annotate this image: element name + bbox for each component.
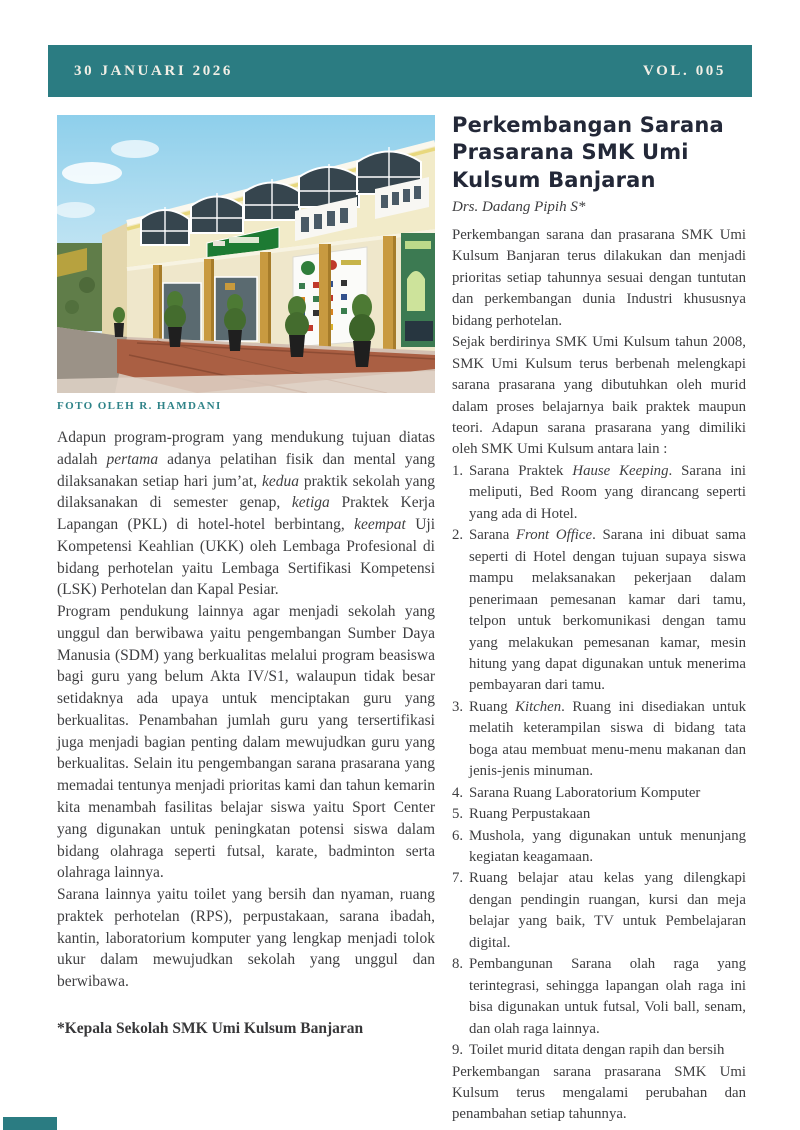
facilities-list: [452, 461, 746, 1062]
article-intro: [452, 225, 746, 461]
list-item: Ruang Perpustakaan: [469, 806, 591, 823]
left-column-text: [57, 427, 435, 993]
paragraph: Sarana lainnya yaitu toilet yang bersih dan nyaman, ruang praktek perhotelan (RPS), perpustakaan, sarana ibadah, kantin, laboratorium komputer yang lengkap menjadi tolok ukur dalam mewujudkan sekolah yang unggul dan berwibawa.: [57, 886, 435, 991]
list-item: Ruang Kitchen. Ruang ini disediakan untuk melatih keterampilan siswa di bidang tata boga atau membuat menu-menu makanan dan jenis-jenis minuman.: [469, 698, 746, 780]
list-item: Sarana Ruang Laboratorium Komputer: [469, 784, 701, 801]
masthead-date: 30 JANUARI 2026: [74, 62, 233, 79]
paragraph: Program pendukung lainnya agar menjadi sekolah yang unggul dan berwibawa yaitu pengembangan Sumber Daya Manusia (SDM) yang berkualitas melalui program beasiswa bagi guru yang belum Akta IV/S1, walaupun tidak besar setidaknya ada upaya untuk menciptakan guru yang berkualitas. Penambahan jumlah guru yang tersertifikasi juga menjadi bagian penting dalam mewujudkan guru yang berkualitas. Selain itu pengembangan sarana prasarana yang memadai tentunya menjadi prioritas kami dan tahun kemarin kita menambah fasilitas belajar siswa yaitu Sport Center yang digunakan untuk peningkatan potensi siswa dalam bidang olahraga seperti futsal, karate, badminton serta olahraga lainnya.: [57, 603, 435, 882]
paragraph: Perkembangan sarana dan prasarana SMK Umi Kulsum Banjaran terus dilakukan dan menjadi prioritas setiap tahunnya sesuai dengan tuntutan dan perkembangan dunia Industri khususnya bidang perhotelan.: [452, 226, 746, 329]
list-item: Sarana Praktek Hause Keeping. Sarana ini meliputi, Bed Room yang dirancang seperti yang ada di Hotel.: [469, 462, 746, 522]
author-footnote: *Kepala Sekolah SMK Umi Kulsum Banjaran: [57, 1019, 364, 1037]
article-closing: Perkembangan sarana prasarana SMK Umi Kulsum terus mengalami perubahan dan penambahan setiap tahunnya.: [452, 1063, 746, 1123]
masthead-bar: [48, 45, 752, 97]
list-item: Ruang belajar atau kelas yang dilengkapi dengan pendingin ruangan, kursi dan meja belajar yang baik, TV untuk Pembelajaran digital.: [469, 870, 746, 951]
photo-caption: FOTO OLEH R. HAMDANI: [57, 400, 222, 412]
paragraph: Sejak berdirinya SMK Umi Kulsum tahun 2008, SMK Umi Kulsum terus berbenah melengkapi sarana prasarana yang dibutuhkan oleh murid dalam proses belajarnya baik praktek maupun teori. Adapun sarana prasarana yang dimiliki oleh SMK Umi Kulsum antara lain :: [452, 334, 746, 458]
masthead-volume: VOL. 005: [642, 62, 726, 79]
paragraph: Adapun program-program yang mendukung tujuan diatas adalah pertama adanya pelatihan fisik dan mental yang dilaksanakan setiap hari jum’at, kedua praktik sekolah yang dilaksanakan di semester genap, ketiga Praktek Kerja Lapangan (PKL) di hotel-hotel berbintang, keempat Uji Kompetensi Keahlian (UKK) oleh Lembaga Profesional di bidang perhotelan yaitu Lembaga Sertifikasi Kompetensi (LSK) Perhotelan dan Kapal Pesiar.: [57, 429, 435, 599]
school-building-photo: [57, 115, 435, 393]
article-column: [452, 112, 746, 1126]
list-item: Toilet murid ditata dengan rapih dan bersih: [469, 1042, 725, 1059]
list-item: Mushola, yang digunakan untuk menunjang kegiatan keagamaan.: [469, 827, 746, 866]
article-title: Perkembangan Sarana Prasarana SMK Umi Kulsum Banjaran: [452, 113, 724, 192]
corner-accent-mark: [3, 1117, 57, 1130]
article-body: [452, 225, 746, 1126]
article-byline: Drs. Dadang Pipih S*: [452, 198, 586, 215]
list-item: Pembangunan Sarana olah raga yang terintegrasi, sehingga lapangan olah raga ini bisa digunakan untuk futsal, Voli ball, senam, dan olah raga lainnya.: [469, 956, 746, 1037]
list-item: Sarana Front Office. Sarana ini dibuat sama seperti di Hotel dengan tujuan supaya siswa mampu melaksanakan pekerjaan dalam penerimaan pemesanan kamar dari tamu, telpon untuk berkomunikasi dengan tamu yang melakukan pemesanan kamar, mesin hitung yang dapat digunakan untuk menerima pembayaran dari tamu.: [469, 527, 746, 694]
left-column: [57, 115, 435, 1038]
